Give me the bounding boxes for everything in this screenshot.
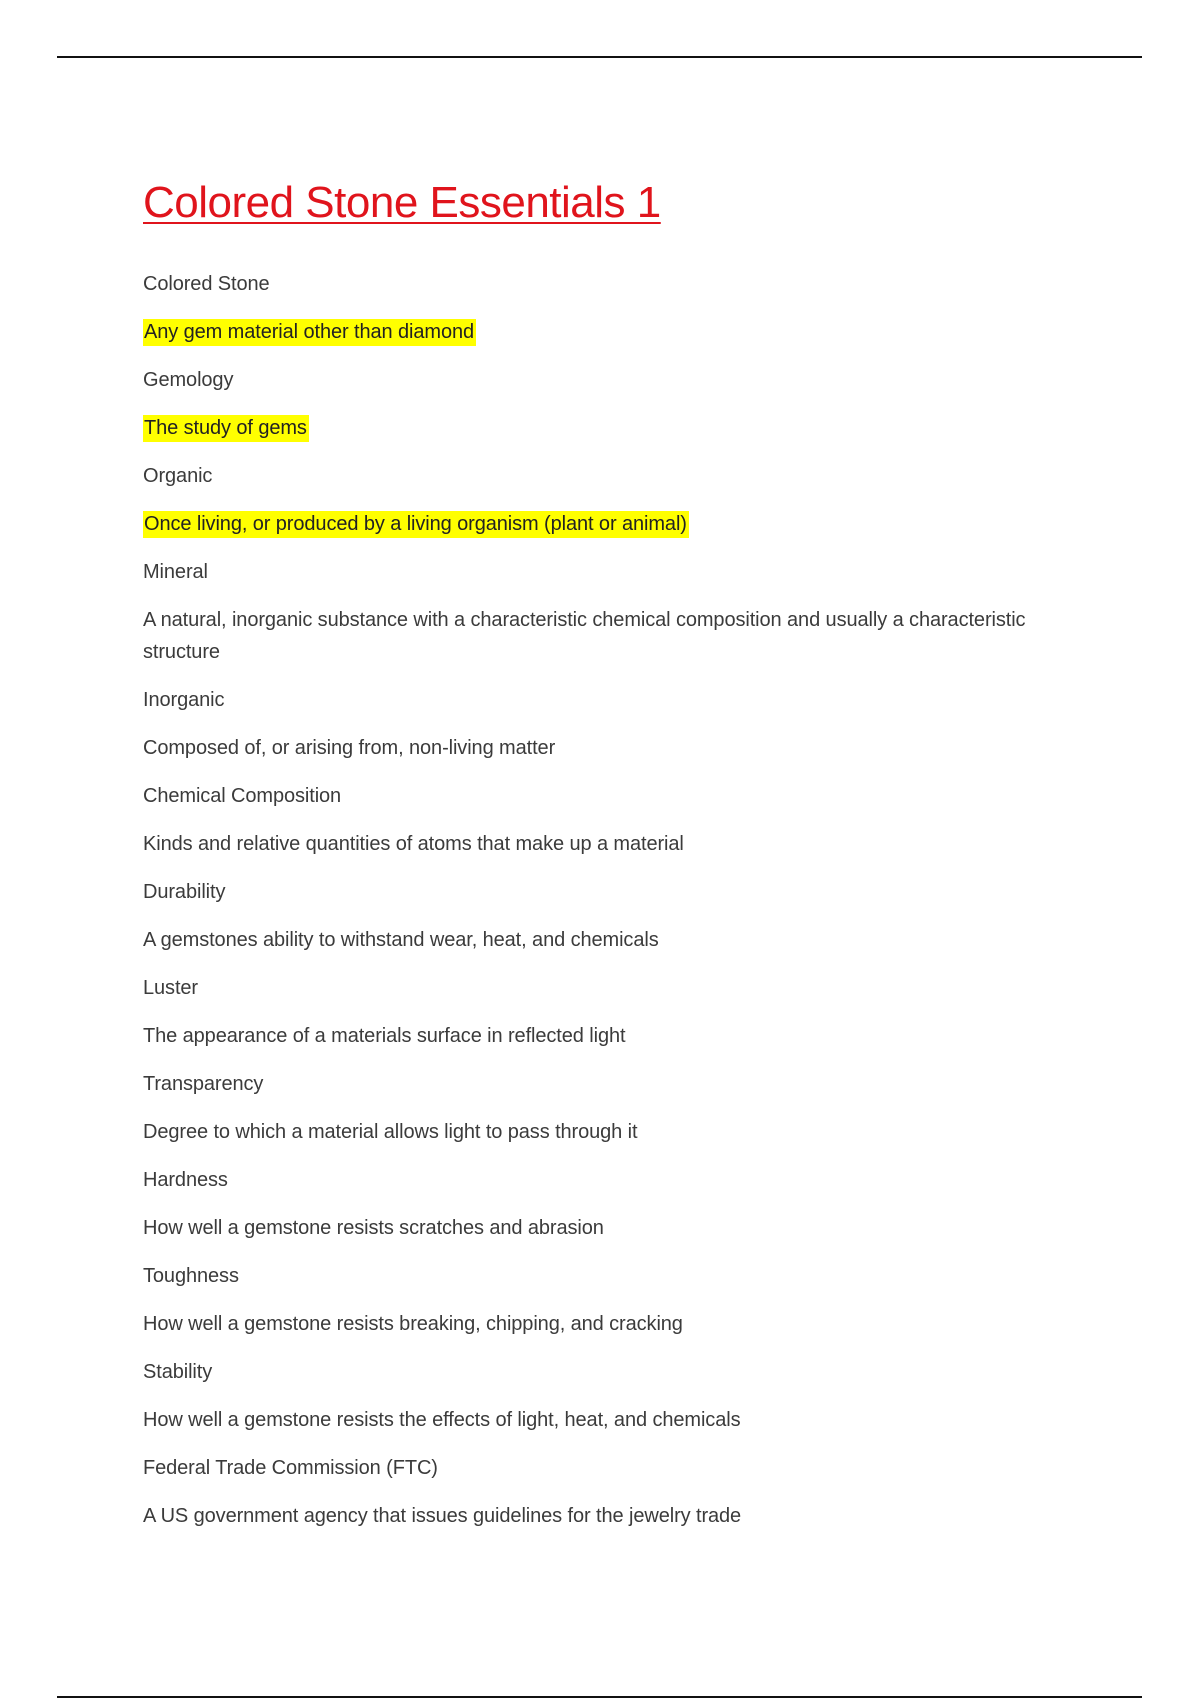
document-title: Colored Stone Essentials 1 — [143, 178, 661, 227]
definition — [143, 508, 1063, 540]
document-body — [143, 176, 1063, 1548]
definition: Degree to which a material allows light to pass through it — [143, 1121, 638, 1143]
definition: How well a gemstone resists scratches and abrasion — [143, 1217, 604, 1239]
highlighted-definition: Once living, or produced by a living organism (plant or animal) — [143, 511, 689, 538]
term: Mineral — [143, 561, 208, 583]
bottom-rule — [57, 1696, 1142, 1698]
definition: A gemstones ability to withstand wear, heat, and chemicals — [143, 929, 659, 951]
term: Organic — [143, 465, 213, 487]
term: Federal Trade Commission (FTC) — [143, 1457, 438, 1479]
term: Inorganic — [143, 689, 225, 711]
highlighted-definition: Any gem material other than diamond — [143, 319, 476, 346]
term: Hardness — [143, 1169, 228, 1191]
term: Chemical Composition — [143, 785, 342, 807]
definition: Composed of, or arising from, non-living matter — [143, 737, 556, 759]
top-rule — [57, 56, 1142, 58]
term: Stability — [143, 1361, 213, 1383]
definition: How well a gemstone resists breaking, chipping, and cracking — [143, 1313, 683, 1335]
definition — [143, 412, 1063, 444]
term: Transparency — [143, 1073, 264, 1095]
definition: A US government agency that issues guidelines for the jewelry trade — [143, 1505, 742, 1527]
definition: Kinds and relative quantities of atoms that make up a material — [143, 833, 684, 855]
highlighted-definition: The study of gems — [143, 415, 309, 442]
definition: The appearance of a materials surface in reflected light — [143, 1025, 626, 1047]
definition — [143, 316, 1063, 348]
term: Colored Stone — [143, 273, 270, 295]
definition: A natural, inorganic substance with a characteristic chemical composition and usually a characteristic structure — [143, 609, 1026, 663]
definition: How well a gemstone resists the effects of light, heat, and chemicals — [143, 1409, 741, 1431]
entry-list — [143, 268, 1063, 1532]
term: Luster — [143, 977, 198, 999]
term: Gemology — [143, 369, 234, 391]
term: Durability — [143, 881, 226, 903]
term: Toughness — [143, 1265, 239, 1287]
